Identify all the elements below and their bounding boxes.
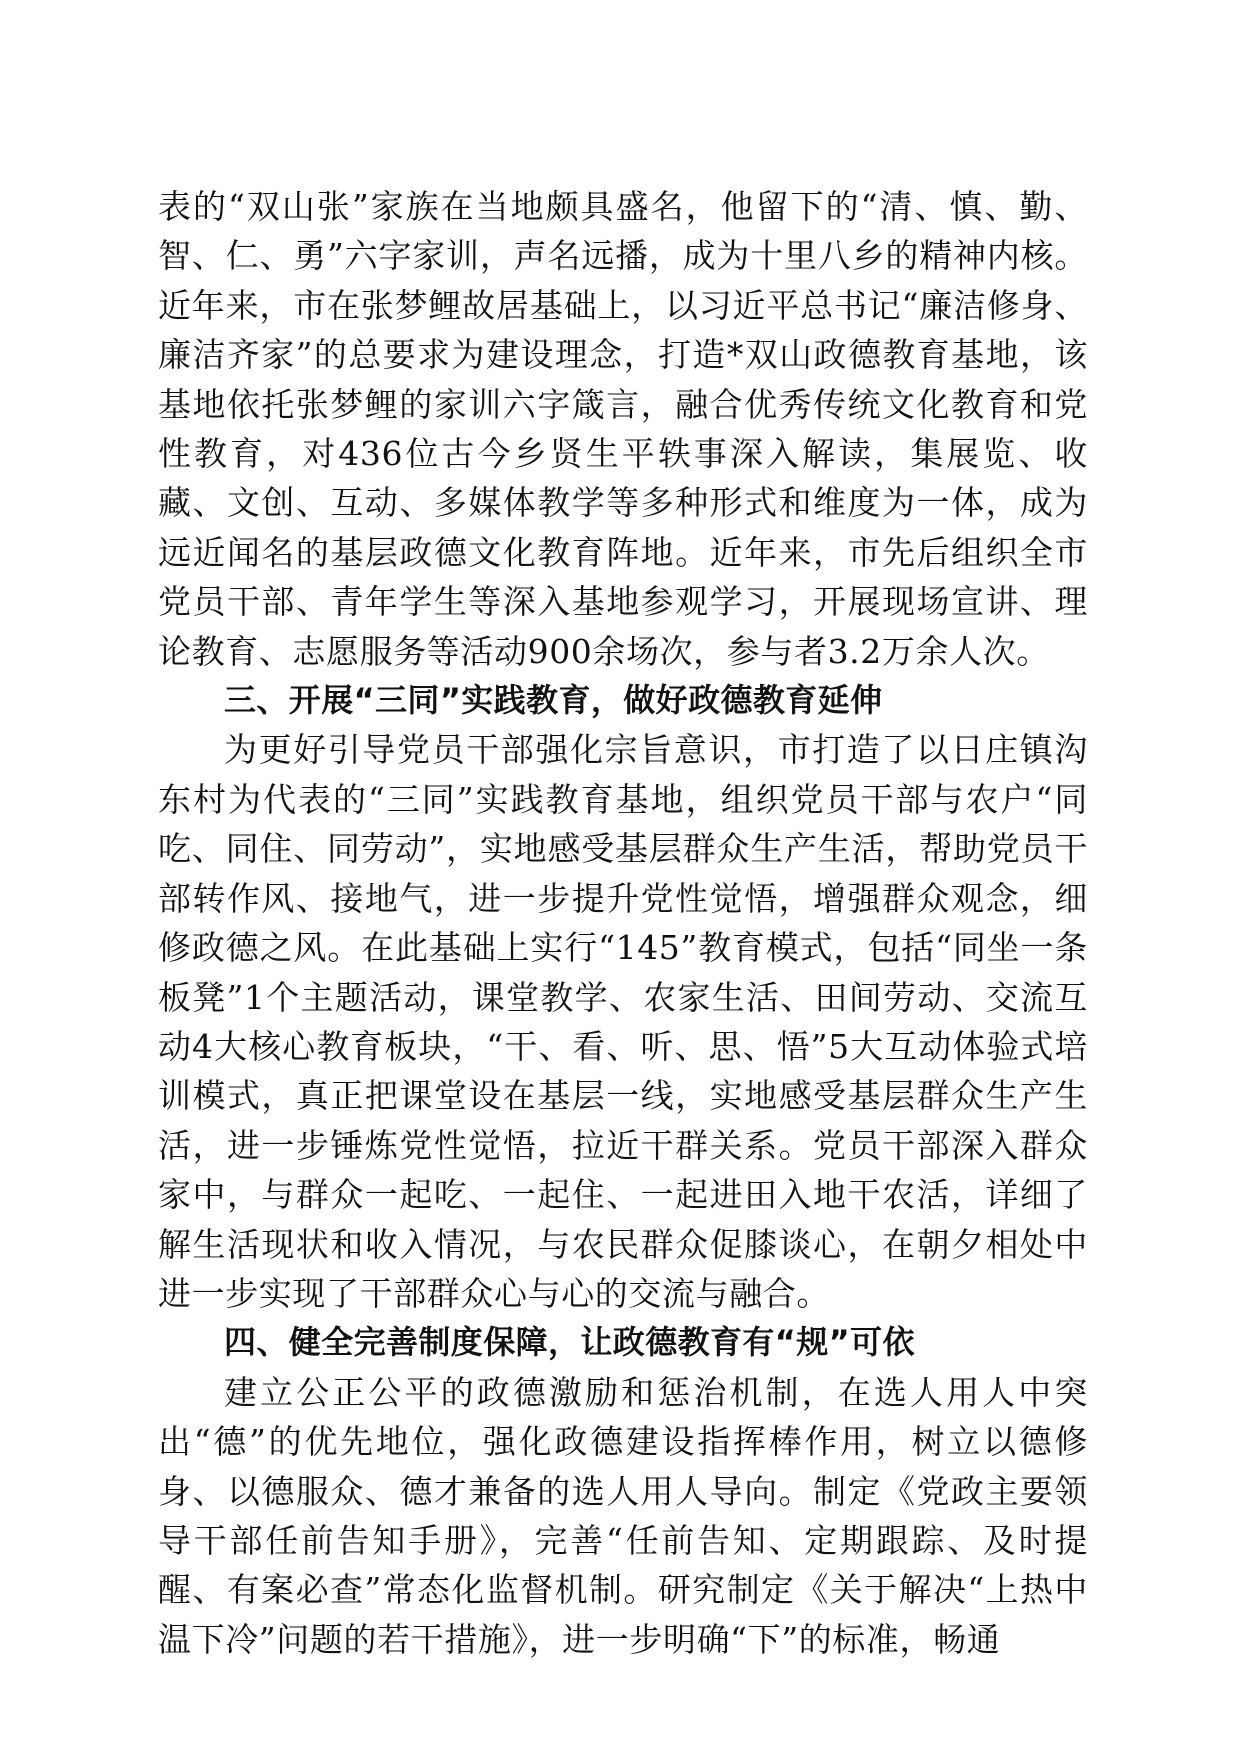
body-paragraph: 为更好引导党员干部强化宗旨意识，市打造了以日庄镇沟东村为代表的“三同”实践教育基地，组织党员干部与农户“同吃、同住、同劳动”，实地感受基层群众生产生活，帮助党员干部转作风、接地气，进一步提升党性觉悟，增强群众观念，细修政德之风。在此基础上实行“145”教育模式，包括“同坐一条板凳”1个主题活动，课堂教学、农家生活、田间劳动、交流互动4大核心教育板块，“干、看、听、思、悟”5大互动体验式培训模式，真正把课堂设在基层一线，实地感受基层群众生产生活，进一步锤炼党性觉悟，拉近干群关系。党员干部深入群众家中，与群众一起吃、一起住、一起进田入地干农活，详细了解生活现状和收入情况，与农民群众促膝谈心，在朝夕相处中进一步实现了干部群众心与心的交流与融合。 [158, 730, 1088, 1313]
section-heading: 三、开展“三同”实践教育，做好政德教育延伸 [224, 681, 883, 720]
section-heading: 四、健全完善制度保障，让政德教育有“规”可依 [224, 1323, 915, 1362]
body-paragraph: 表的“双山张”家族在当地颇具盛名，他留下的“清、慎、勤、智、仁、勇”六字家训，声名远播，成为十里八乡的精神内核。近年来，市在张梦鲤故居基础上，以习近平总书记“廉洁修身、廉洁齐家”的总要求为建设理念，打造*双山政德教育基地，该基地依托张梦鲤的家训六字箴言，融合优秀传统文化教育和党性教育，对436位古今乡贤生平轶事深入解读，集展览、收藏、文创、互动、多媒体教学等多种形式和维度为一体，成为远近闻名的基层政德文化教育阵地。近年来，市先后组织全市党员干部、青年学生等深入基地参观学习，开展现场宣讲、理论教育、志愿服务等活动900余场次，参与者3.2万余人次。 [158, 187, 1088, 671]
body-paragraph: 建立公正公平的政德激励和惩治机制，在选人用人中突出“德”的优先地位，强化政德建设指挥棒作用，树立以德修身、以德服众、德才兼备的选人用人导向。制定《党政主要领导干部任前告知手册》，完善“任前告知、定期跟踪、及时提醒、有案必查”常态化监督机制。研究制定《关于解决“上热中温下冷”问题的若干措施》，进一步明确“下”的标准，畅通 [158, 1372, 1088, 1659]
document-body [158, 182, 1088, 1664]
